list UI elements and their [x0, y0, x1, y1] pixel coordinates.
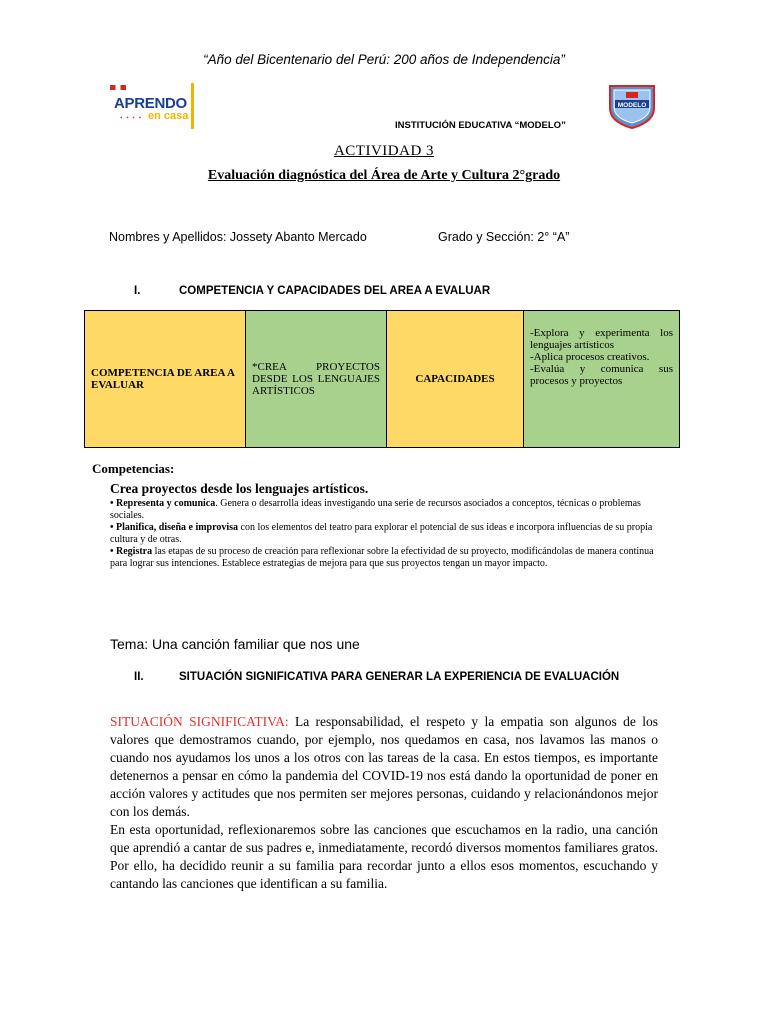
list-item-text: con los elementos del teatro para explorar el potencial de sus ideas e incorpora influencias de su propia cultura y de otras.: [110, 522, 653, 545]
student-grade: Grado y Sección: 2° “A”: [438, 230, 570, 244]
list-item: [110, 522, 655, 546]
aprendo-logo-subword: en casa: [148, 110, 189, 122]
table-cell-capacities-label: CAPACIDADES: [387, 311, 524, 448]
list-item-bold: • Planifica, diseña e improvisa: [110, 522, 239, 533]
list-item: [110, 546, 655, 570]
school-shield-logo: [606, 82, 658, 130]
aprendo-en-casa-logo: [108, 83, 194, 129]
motto-header: “Año del Bicentenario del Perú: 200 años de Independencia”: [203, 52, 565, 67]
table-cell-capacities-list: [524, 311, 680, 448]
list-item: [110, 498, 655, 522]
section2-title: SITUACIÓN SIGNIFICATIVA PARA GENERAR LA EXPERIENCIA DE EVALUACIÓN: [179, 671, 620, 683]
situation-paragraph: [110, 713, 658, 821]
section1-title: COMPETENCIA Y CAPACIDADES DEL AREA A EVALUAR: [179, 285, 491, 297]
list-item-bold: • Registra: [110, 546, 153, 557]
situation-paragraph1-text: La responsabilidad, el respeto y la empatia son algunos de los valores que demostramos cuando, por ejemplo, nos quedamos en casa, nos lavamos las manos o cuando nos ayudamos los unos a los otros con las tareas de la casa. En estos tiempos, es importante detenernos a pensar en cómo la pandemia del COVID-19 nos está dando la oportunidad de poner en acción valores y actitudes que nos permiten ser mejores personas, cuidando y relacionándonos mejor con los demás.: [110, 714, 658, 819]
section1-number: I.: [134, 285, 141, 297]
capacity-item: -Explora y experimenta los lenguajes artísticos: [530, 327, 673, 351]
competencias-label: Competencias:: [92, 461, 175, 476]
institution-name: INSTITUCIÓN EDUCATIVA “MODELO”: [395, 120, 566, 131]
school-logo-text: MODELO: [617, 102, 647, 109]
situation-text: [110, 713, 658, 893]
activity-title: ACTIVIDAD 3: [333, 143, 435, 159]
list-item-bold: • Representa y comunica: [110, 498, 216, 509]
student-name: Nombres y Apellidos: Jossety Abanto Mercado: [109, 230, 367, 244]
capacity-item: -Aplica procesos creativos.: [530, 351, 650, 363]
activity-subtitle: Evaluación diagnóstica del Área de Arte y Cultura 2°grado: [207, 168, 561, 183]
table-cell-competency-label: COMPETENCIA DE AREA A EVALUAR: [85, 311, 246, 448]
situation-label: SITUACIÓN SIGNIFICATIVA:: [110, 714, 289, 729]
list-item-text: . Genera o desarrolla ideas investigando una serie de recursos asociados a conceptos, técnicas o problemas sociales.: [110, 498, 641, 521]
section2-number: II.: [134, 671, 144, 683]
capacity-item: -Evalúa y comunica sus procesos y proyectos: [530, 363, 673, 387]
tema-heading: Tema: Una canción familiar que nos une: [110, 636, 360, 652]
list-item-text: las etapas de su proceso de creación para reflexionar sobre la efectividad de su proyecto, modificándolas de manera continua para lograr sus intenciones. Establece estrategias de mejora para que sus proyectos tengan un mayor impacto.: [110, 546, 654, 569]
competency-table: [84, 310, 680, 448]
aprendo-logo-dots: • • • •: [120, 114, 143, 122]
competencias-heading: Crea proyectos desde los lenguajes artísticos.: [110, 481, 369, 496]
table-row: [85, 311, 680, 448]
table-cell-competency-value: *CREA PROYECTOS DESDE LOS LENGUAJES ARTÍSTICOS: [246, 311, 387, 448]
situation-paragraph: En esta oportunidad, reflexionaremos sobre las canciones que escuchamos en la radio, una canción que aprendió a cantar de sus padres e, inmediatamente, recordó diversos momentos familiares gratos. Por ello, ha decidido reunir a su familia para recordar junto a ellos esos momentos, escuchando y cantando las canciones que identifican a su familia.: [110, 822, 658, 891]
competencias-list: [110, 498, 655, 570]
aprendo-logo-word: APRENDO: [114, 95, 187, 112]
peru-flag-icon: [110, 85, 126, 90]
